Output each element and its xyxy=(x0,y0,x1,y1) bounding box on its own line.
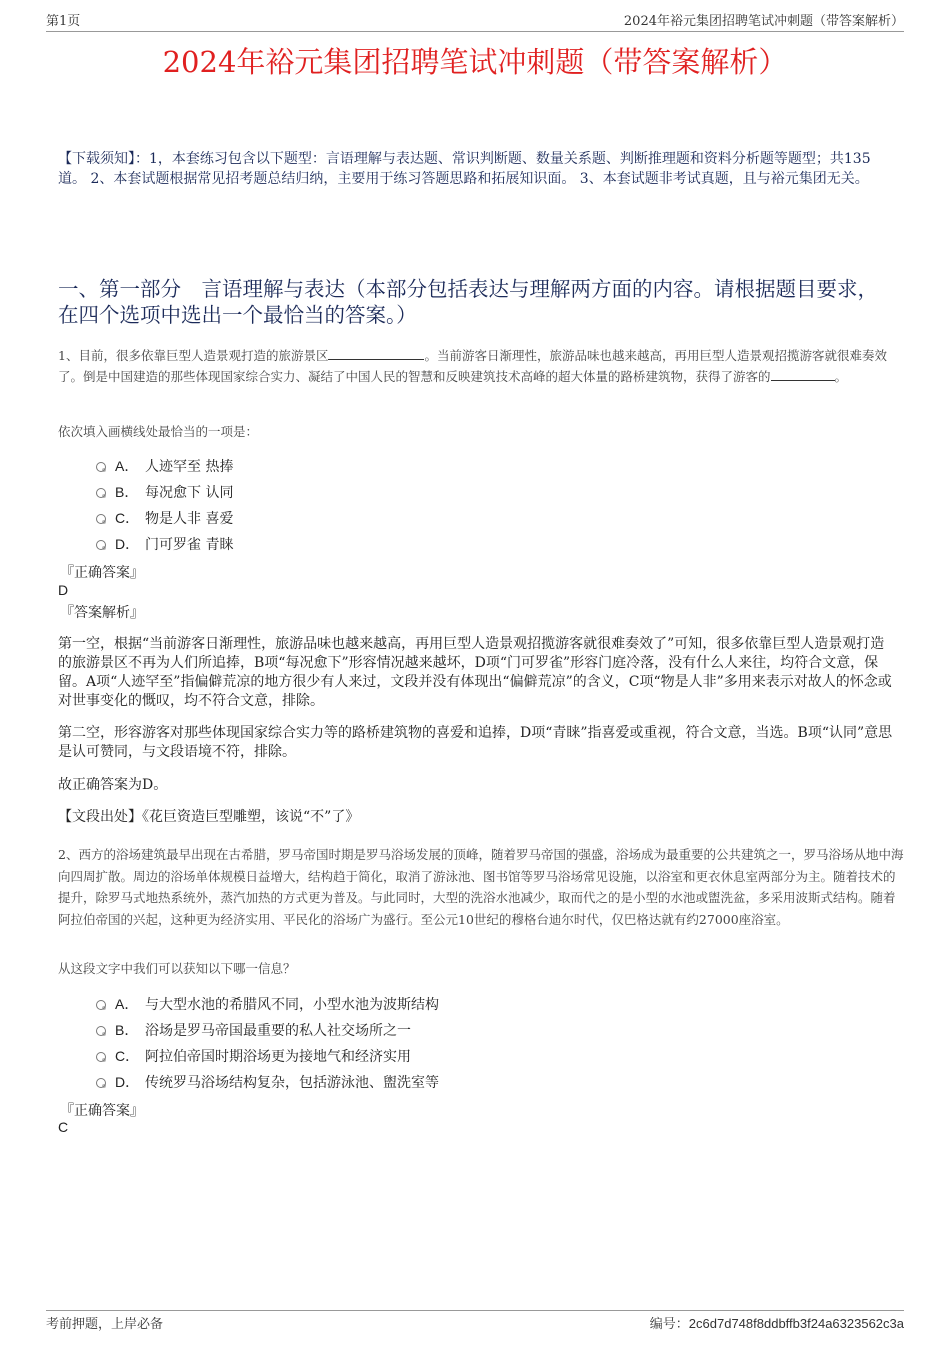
section-title: 一、第一部分 言语理解与表达（本部分包括表达与理解两方面的内容。请根据题目要求，在四个选项中选出一个最恰当的答案。） xyxy=(58,277,878,327)
radio-icon[interactable] xyxy=(96,1078,106,1088)
radio-icon[interactable] xyxy=(96,488,106,498)
option-letter: D． xyxy=(115,536,140,552)
footer-divider xyxy=(46,1310,904,1311)
question-1-answer-label: 『正确答案』 xyxy=(60,565,144,581)
footer-code-value: 2c6d7d748f8ddbffb3f24a6323562c3a xyxy=(688,1316,904,1331)
option-text: 物是人非 喜爱 xyxy=(145,511,234,527)
option-text: 与大型水池的希腊风不同，小型水池为波斯结构 xyxy=(145,997,439,1013)
option-letter: A． xyxy=(115,996,139,1012)
question-1-answer: D xyxy=(58,582,69,598)
question-2-stem: 2、西方的浴场建筑最早出现在古希腊，罗马帝国时期是罗马浴场发展的顶峰，随着罗马帝国的强盛，浴场成为最重要的公共建筑之一，罗马浴场从地中海向四周扩散。周边的浴场单体规模日益增大，结构趋于简化，取消了游泳池、图书馆等罗马浴场常见设施，以浴室和更衣休息室两部分为主。随着技术的提升，除罗马式地热系统外，蒸汽加热的方式更为普及。与此同时，大型的洗浴水池减少，取而代之的是小型的水池或盥洗盆，多采用波斯式结构。随着阿拉伯帝国的兴起，这种更为经济实用、平民化的浴场广为盛行。至公元10世纪的穆格台迪尔时代，仅巴格达就有约27000座浴室。 xyxy=(58,847,904,927)
page-header xyxy=(46,10,904,30)
option-text: 门可罗雀 青睐 xyxy=(145,537,234,553)
footer-slogan: 考前押题，上岸必备 xyxy=(46,1317,164,1332)
option-text: 人迹罕至 热捧 xyxy=(145,459,234,475)
question-1-analysis-p2: 第二空，形容游客对那些体现国家综合实力等的路桥建筑物的喜爱和追捧，D项“青睐”指喜爱或重视，符合文意，当选。B项“认同”意思是认可赞同，与文段语境不符，排除。 xyxy=(58,725,893,760)
radio-icon[interactable] xyxy=(96,514,106,524)
question-1-analysis-label: 『答案解析』 xyxy=(60,605,144,621)
radio-icon[interactable] xyxy=(96,1026,106,1036)
fill-blank-1 xyxy=(328,347,424,360)
header-divider xyxy=(46,31,904,32)
radio-icon[interactable] xyxy=(96,1052,106,1062)
option-text: 浴场是罗马帝国最重要的私人社交场所之一 xyxy=(145,1023,411,1039)
option-text: 阿拉伯帝国时期浴场更为接地气和经济实用 xyxy=(145,1049,411,1065)
radio-icon[interactable] xyxy=(96,540,106,550)
question-2-answer: C xyxy=(58,1119,69,1135)
option-text: 传统罗马浴场结构复杂，包括游泳池、盥洗室等 xyxy=(145,1075,439,1091)
option-letter: C． xyxy=(115,510,140,526)
option-letter: D． xyxy=(115,1074,140,1090)
question-1-stem xyxy=(58,345,904,387)
option-letter: B． xyxy=(115,1022,139,1038)
question-1-stem-part3: 。 xyxy=(834,369,848,384)
page-number: 第1页 xyxy=(46,14,81,29)
question-1-analysis-p3: 故正确答案为D。 xyxy=(58,777,168,793)
header-doc-title: 2024年裕元集团招聘笔试冲刺题（带答案解析） xyxy=(623,14,904,29)
option-letter: C． xyxy=(115,1048,140,1064)
question-1-stem-part1: 1、目前，很多依靠巨型人造景观打造的旅游景区 xyxy=(58,348,329,363)
question-1-source: 【文段出处】《花巨资造巨型雕塑，该说“不”了》 xyxy=(58,809,360,825)
question-2-answer-label: 『正确答案』 xyxy=(60,1103,144,1119)
fill-blank-2 xyxy=(771,368,835,381)
radio-icon[interactable] xyxy=(96,462,106,472)
question-1-prompt: 依次填入画横线处最恰当的一项是： xyxy=(58,424,259,439)
page-title: 2024年裕元集团招聘笔试冲刺题（带答案解析） xyxy=(162,45,788,79)
option-letter: B． xyxy=(115,484,139,500)
question-1-analysis-p1: 第一空，根据“当前游客日渐理性，旅游品味也越来越高，再用巨型人造景观招揽游客就很难奏效了”可知，很多依靠巨型人造景观打造的旅游景区不再为人们所追捧，B项“每况愈下”形容情况越来越坏，D项“门可罗雀”形容门庭冷落，没有什么人来往，均符合文意，保留。A项“人迹罕至”指偏僻荒凉的地方很少有人来过，文段并没有体现出“偏僻荒凉”的含义，C项“物是人非”多用来表示对故人的怀念或对世事变化的慨叹，均不符合文意，排除。 xyxy=(58,636,892,709)
footer-code-label: 编号： xyxy=(649,1317,689,1332)
question-1-stem-part2: 。当前游客日渐理性，旅游品味也越来越高，再用巨型人造景观招揽游客就很难奏效了。倒是中国建造的那些体现国家综合实力、凝结了中国人民的智慧和反映建筑技术高峰的超大体量的路桥建筑物，获得了游客的 xyxy=(58,348,887,384)
radio-icon[interactable] xyxy=(96,1000,106,1010)
footer-code xyxy=(650,1313,904,1332)
download-notice: 【下载须知】：1，本套练习包含以下题型：言语理解与表达题、常识判断题、数量关系题、判断推理题和资料分析题等题型；共135道。 2、本套试题根据常见招考题总结归纳，主要用于练习答题思路和拓展知识面。 3、本套试题非考试真题，且与裕元集团无关。 xyxy=(58,151,871,187)
option-letter: A． xyxy=(115,458,139,474)
option-text: 每况愈下 认同 xyxy=(145,485,234,501)
question-2-prompt: 从这段文字中我们可以获知以下哪一信息？ xyxy=(58,961,296,976)
